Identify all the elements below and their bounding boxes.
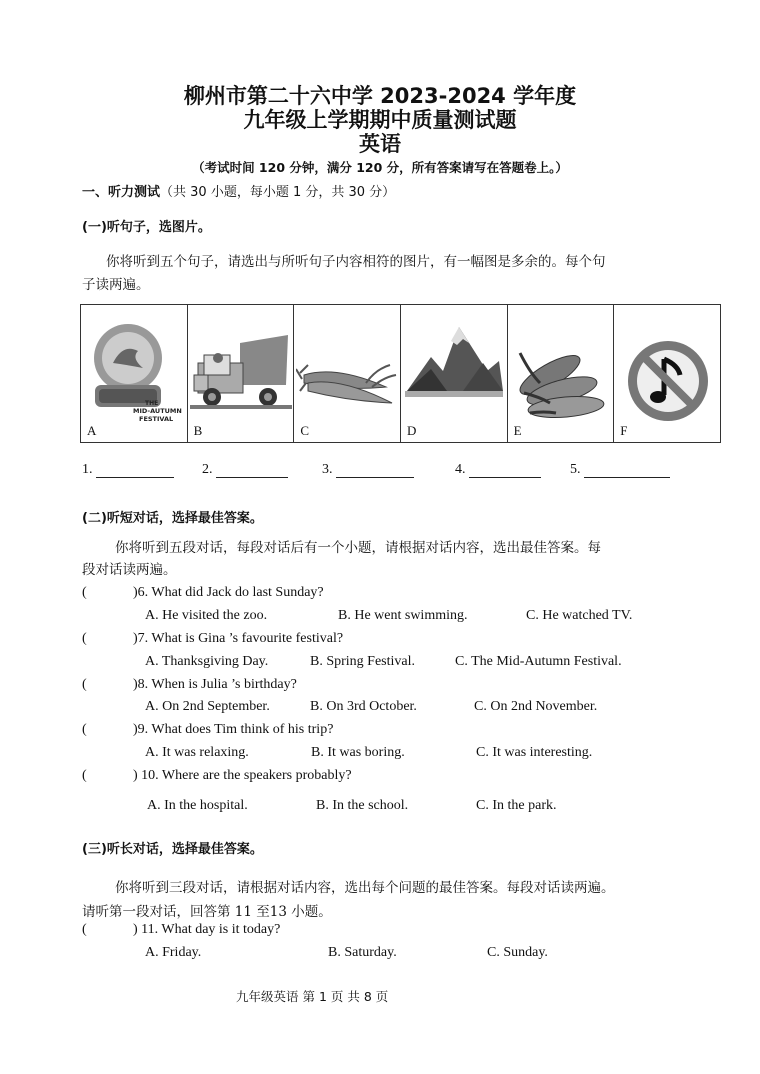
picture-label-c: C [300,423,309,438]
question-7-stem: )7. What is Gina ’s favourite festival? [133,631,344,646]
question-11-option-b: B. Saturday. [328,945,397,960]
part2-instruction-line2: 段对话读两遍。 [82,562,177,578]
question-9-paren: ( [82,722,87,737]
question-6-option-a: A. He visited the zoo. [145,608,268,623]
part2-instruction-line1: 你将听到五段对话，每段对话后有一个小题，请根据对话内容，选出最佳答案。每 [115,540,601,556]
exam-title-subject: 英语 [359,132,401,156]
question-6-option-c: C. He watched TV. [526,608,633,623]
picture-label-a: A [87,423,97,438]
question-8-paren: ( [82,677,87,692]
question-10-stem: ) 10. Where are the speakers probably? [133,768,352,783]
picture-cell-d [400,305,507,443]
section-heading-rest: （共 30 小题，每小题 1 分，共 30 分） [160,185,396,200]
part3-heading: (三)听长对话，选择最佳答案。 [82,842,263,857]
mooncake-festival-icon [83,313,185,428]
answer-blank-3: 3. [322,462,414,478]
part3-instruction-line2: 请听第一段对话，回答第 11 至13 小题。 [82,904,332,920]
section-heading-bold: 一、听力测试 [82,185,161,200]
question-10-paren: ( [82,768,87,783]
question-7-option-c: C. The Mid-Autumn Festival. [455,654,622,669]
question-11-stem: ) 11. What day is it today? [133,922,281,937]
mountain-icon [403,313,505,428]
carrots-icon [296,313,398,428]
answer-blank-2: 2. [202,462,288,478]
page-footer: 九年级英语 第 1 页 共 8 页 [236,989,389,1004]
question-9-stem: )9. What does Tim think of his trip? [133,722,334,737]
picture-label-b: B [193,423,203,438]
part3-instruction-line1: 你将听到三段对话，请根据对话内容，选出每个问题的最佳答案。每段对话读两遍。 [115,880,615,896]
picture-cell-e [507,305,614,443]
answer-blank-1: 1. [82,462,174,478]
answer-blank-4: 4. [455,462,541,478]
question-6-stem: )6. What did Jack do last Sunday? [133,585,324,600]
question-11-option-c: C. Sunday. [487,945,548,960]
question-6-paren: ( [82,585,87,600]
question-8-option-a: A. On 2nd September. [145,699,270,714]
part1-heading: (一)听句子，选图片。 [82,220,211,235]
picture-label-e: E [513,423,522,438]
question-10-option-c: C. In the park. [476,798,557,813]
caption-the: THE [145,400,159,407]
answer-blank-5: 5. [570,462,670,478]
picture-label-f: F [620,423,628,438]
question-8-stem: )8. When is Julia ’s birthday? [133,677,297,692]
question-9-option-b: B. It was boring. [311,745,405,760]
question-9-option-a: A. It was relaxing. [145,745,249,760]
exam-note: （考试时间 120 分钟，满分 120 分，所有答案请写在答题卷上。） [192,160,568,175]
part1-instruction-line2: 子读两遍。 [82,277,150,293]
exam-title-line2: 九年级上学期期中质量测试题 [243,108,517,132]
corn-icon [510,313,612,428]
question-10-option-b: B. In the school. [316,798,409,813]
part1-instruction-line1: 你将听到五个句子，请选出与所听句子内容相符的图片，有一幅图是多余的。每个句 [106,254,606,270]
dump-truck-icon [190,313,292,428]
question-11-option-a: A. Friday. [145,945,202,960]
caption-festival: FESTIVAL [139,415,174,423]
exam-title-line1: 柳州市第二十六中学 2023-2024 学年度 [183,84,577,108]
question-10-option-a: A. In the hospital. [147,798,248,813]
picture-label-d: D [406,423,417,438]
no-music-icon [616,313,718,428]
caption-mid-autumn: MID-AUTUMN [133,407,182,415]
picture-cell-b [187,305,294,443]
question-7-option-b: B. Spring Festival. [310,654,416,669]
question-11-paren: ( [82,922,87,937]
question-9-option-c: C. It was interesting. [476,745,593,760]
part2-heading: (二)听短对话，选择最佳答案。 [82,511,263,526]
picture-table [80,304,721,443]
question-7-option-a: A. Thanksgiving Day. [145,654,269,669]
question-8-option-b: B. On 3rd October. [310,699,417,714]
section-heading [82,181,395,200]
picture-cell-c [294,305,401,443]
question-8-option-c: C. On 2nd November. [474,699,598,714]
question-6-option-b: B. He went swimming. [338,608,468,623]
question-7-paren: ( [82,631,87,646]
picture-cell-a [81,305,188,443]
picture-cell-f [614,305,721,443]
